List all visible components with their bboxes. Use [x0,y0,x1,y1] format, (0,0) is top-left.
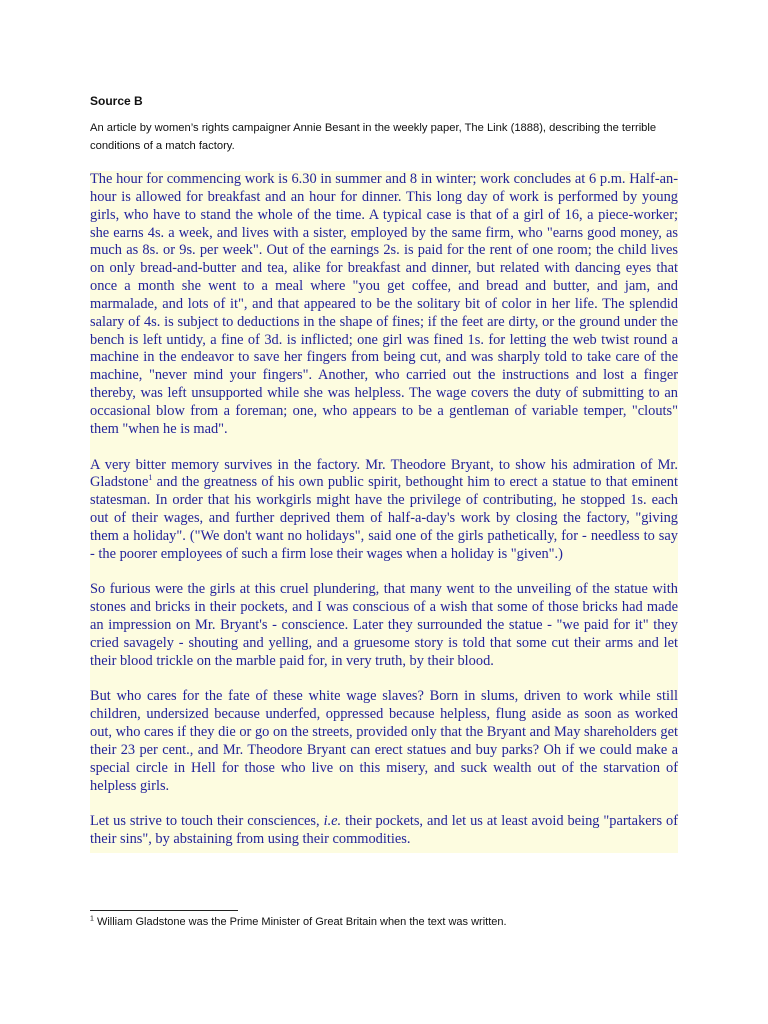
paragraph-working-hours: The hour for commencing work is 6.30 in summer and 8 in winter; work concludes at 6 p.m. Half-an-hour is allowed for breakfast and an hour for dinner. This long day of work is performed by young girls, who have to stand the whole of the time. A typical case is that of a girl of 16, a piece-worker; she earns 4s. a week, and lives with a sister, employed by the same firm, who "earns good money, as much as 8s. or 9s. per week". Out of the earnings 2s. is paid for the rent of one room; the child lives on only bread-and-butter and tea, alike for breakfast and dinner, but related with dancing eyes that once a month she went to a meal where "you get coffee, and bread and butter, and jam, and marmalade, and lots of it", and that appeared to be the solitary bit of color in her life. The splendid salary of 4s. is subject to deductions in the shape of fines; if the feet are dirty, or the ground under the bench is left untidy, a fine of 3d. is inflicted; one girl was fined 1s. for letting the web twist round a machine in the endeavor to save her fingers from being cut, and was sharply told to take care of the machine, "never mind your fingers". Another, who carried out the instructions and lost a finger thereby, was left unsupported while she was helpless. The wage covers the duty of submitting to an occasional blow from a foreman; one, who appears to be a gentleman of variable temper, "clouts" them "when he is mad". [90,171,678,437]
paragraph-conclusion [90,813,678,853]
source-intro: An article by women’s rights campaigner Annie Besant in the weekly paper, The Link (1888), describing the terrible conditions of a match factory. [90,122,657,152]
source-extract [90,171,678,853]
italic-abbreviation: i.e. [323,813,342,830]
footnote-divider [90,910,238,911]
footnote [90,915,690,930]
footnote-text: William Gladstone was the Prime Minister of Great Britain when the text was written. [93,916,507,928]
source-heading: Source B [90,94,143,108]
paragraph-text: their pockets, and let us at least avoid being "partakers of their sins", by abstaining from using their commodities. [90,813,678,848]
paragraph-text: and the greatness of his own public spirit, bethought him to erect a statue to that eminent statesman. In order that his workgirls might have the privilege of contributing, he stopped 1s. each out of their wages, and further deprived them of half-a-day's work by closing the factory, "giving them a holiday". ("We don't want no holidays", said one of the girls pathetically, for - needless to say - the poorer employees of such a firm lose their wages when a holiday is "given".) [90,474,678,562]
paragraph-wage-slaves: But who cares for the fate of these white wage slaves? Born in slums, driven to work while still children, undersized because underfed, oppressed because helpless, flung aside as soon as worked out, who cares if they die or go on the streets, provided only that the Bryant and May shareholders get their 23 per cent., and Mr. Theodore Bryant can erect statues and buy parks? Oh if we could make a special circle in Hell for those who live on this misery, and suck wealth out of the starvation of helpless girls. [90,688,678,794]
footnote-reference: 1 [148,473,153,483]
footnote-marker: 1 [90,915,94,923]
paragraph-text: A very bitter memory survives in the factory. Mr. Theodore Bryant, to show his admiration of Mr. Gladstone [90,456,678,491]
paragraph-unveiling: So furious were the girls at this cruel plundering, that many went to the unveiling of the statue with stones and bricks in their pockets, and I was conscious of a wish that some of those bricks had made an impression on Mr. Bryant's - conscience. Later they surrounded the statue - "we paid for it" they cried savagely - shouting and yelling, and a gruesome story is told that some cut their arms and let their blood trickle on the marble paid for, in very truth, by their blood. [90,581,678,669]
paragraph-statue [90,457,678,564]
paragraph-text: Let us strive to touch their consciences, [90,813,324,830]
